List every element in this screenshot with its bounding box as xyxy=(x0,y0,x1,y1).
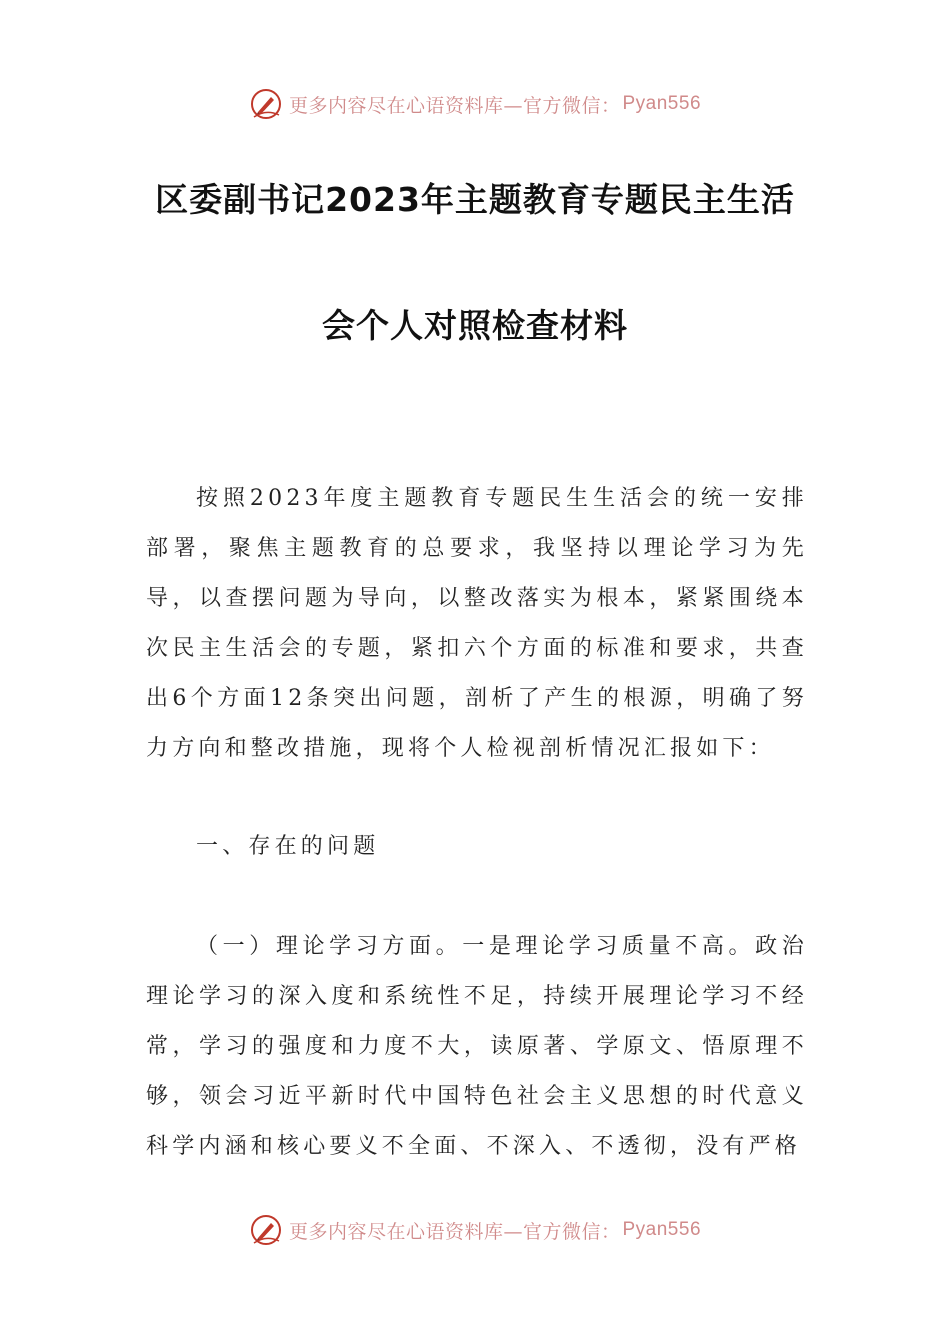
header-banner xyxy=(0,84,950,124)
pen-logo-icon xyxy=(249,87,283,121)
document-title-line-2: 会个人对照检查材料 xyxy=(322,306,628,345)
banner-text: 更多内容尽在心语资料库—官方微信： xyxy=(288,94,621,117)
banner-text: 更多内容尽在心语资料库—官方微信： xyxy=(288,1220,621,1243)
section-paragraph: （一）理论学习方面。一是理论学习质量不高。政治理论学习的深入度和系统性不足，持续开展理论学习不经常，学习的强度和力度不大，读原著、学原文、悟原理不够，领会习近平新时代中国特色社会主义思想的时代意义科学内涵和核心要义不全面、不深入、不透彻，没有严格 xyxy=(146,934,808,1159)
pen-logo-icon xyxy=(249,1213,283,1247)
document-title-line-1: 区委副书记2023年主题教育专题民主生活 xyxy=(155,180,795,219)
footer-banner xyxy=(0,1210,950,1250)
intro-paragraph: 按照2023年度主题教育专题民生生活会的统一安排部署，聚焦主题教育的总要求，我坚持以理论学习为先导，以查摆问题为导向，以整改落实为根本，紧紧围绕本次民主生活会的专题，紧扣六个方面的标准和要求，共查出6个方面12条突出问题，剖析了产生的根源，明确了努力方向和整改措施，现将个人检视剖析情况汇报如下： xyxy=(146,486,808,761)
wechat-id: Pyan556 xyxy=(622,93,702,114)
wechat-id: Pyan556 xyxy=(622,1219,702,1240)
section-heading: 一、存在的问题 xyxy=(196,834,380,859)
